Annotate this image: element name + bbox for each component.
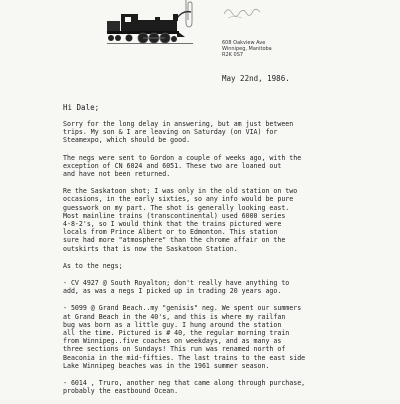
address-line: 608 Oakview Ave: [222, 40, 266, 46]
text-line: - 5099 @ Grand Beach..my "genisis" neg. We spent our summers: [63, 304, 302, 313]
text-line: all the time. Pictured is # 40, the regular morning train: [63, 329, 290, 338]
text-line: As to the negs;: [63, 261, 123, 270]
steam-locomotive-logo: [107, 8, 193, 46]
text-line: Sorry for the long delay in answering, but am just between: [63, 120, 294, 128]
text-line: - 6014 , Truro, another neg that came along through purchase,: [63, 379, 306, 388]
text-line: Lake Winnipeg beaches was in the 1961 summer season.: [63, 361, 270, 370]
text-line: probably the eastbound Ocean.: [63, 387, 179, 396]
paragraph: [63, 262, 398, 270]
text-line: at Grand Beach in the 40's, and this is where my railfan: [63, 312, 286, 321]
text-line: 4-8-2's, so I would think that the trains pictured were: [63, 220, 282, 229]
paragraph: [63, 120, 398, 145]
text-line: bug was born as a little guy. I hung around the station: [63, 320, 282, 329]
text-line: guesswork on my part. The shot is generally looking east.: [63, 203, 290, 212]
text-line: Re the Saskatoon shot; I was only in the old station on two: [63, 187, 298, 196]
text-line: Steamexpo, which should be good.: [63, 136, 191, 145]
text-line: from Winnipeg..five coaches on weekdays, and as many as: [63, 337, 282, 346]
text-line: trips. My son & I are leaving on Saturday (on VIA) for: [63, 128, 278, 137]
paragraph: [63, 187, 398, 253]
text-line: and have not been returned.: [63, 170, 171, 179]
paragraph: [63, 379, 398, 395]
letter-date: May 22nd, 1986.: [222, 74, 290, 83]
text-line: outskirts that is now the Saskatoon Station.: [63, 244, 238, 253]
address-line: Winnipeg, Manitoba: [222, 46, 272, 52]
text-line: sure had more "atmosphere" than the chrome affair on the: [63, 236, 286, 245]
paragraph: [63, 154, 398, 179]
paragraph: [63, 304, 398, 370]
salutation: Hi Dale;: [63, 103, 100, 112]
address-line: R2K 0S7: [222, 52, 244, 58]
paragraph: [63, 279, 398, 295]
letter-body: [63, 120, 398, 404]
text-line: occasions, in the early sixties, so any info would be pure: [63, 195, 294, 204]
text-line: exception of CN 6024 and 6051. These two are loaned out: [63, 161, 282, 170]
text-line: add, as was a negs I picked up in trading 20 years ago.: [63, 287, 282, 296]
text-line: locals from Prince Albert or to Edmonton. This station: [63, 228, 278, 237]
text-line: three sections on Sundays! This run was renamed north of: [63, 345, 286, 354]
text-line: - CV 4927 @ South Royalton; don't really have anything to: [63, 279, 290, 288]
handwritten-note: [222, 2, 262, 22]
text-line: Beaconia in the mid-fifties. The last trains to the east side: [63, 353, 306, 362]
return-address: [222, 40, 272, 58]
text-line: Most mainline trains (transcontinental) used 6000 series: [63, 211, 286, 220]
text-line: The negs were sent to Gordon a couple of weeks ago, with the: [63, 153, 302, 162]
